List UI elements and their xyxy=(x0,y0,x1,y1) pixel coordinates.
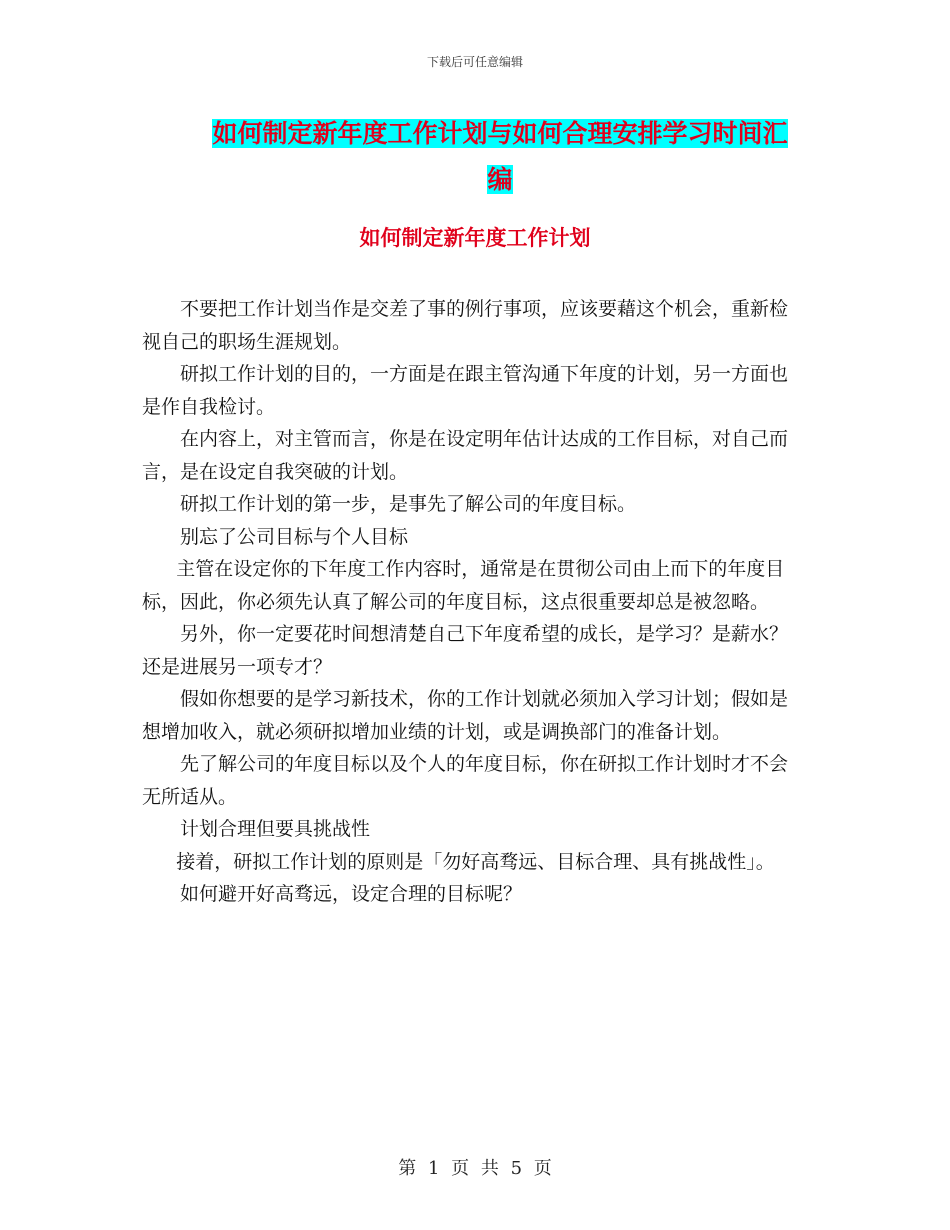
paragraph: 不要把工作计划当作是交差了事的例行事项，应该要藉这个机会，重新检视自己的职场生涯规划。 xyxy=(142,298,789,353)
document-title-line-1: 如何制定新年度工作计划与如何合理安排学习时间汇 xyxy=(212,119,788,148)
body-text xyxy=(142,293,802,911)
paragraph-subheading: 计划合理但要具挑战性 xyxy=(180,818,371,840)
document-title xyxy=(190,111,810,203)
paragraph: 研拟工作计划的第一步，是事先了解公司的年度目标。 xyxy=(180,493,637,515)
paragraph: 先了解公司的年度目标以及个人的年度目标，你在研拟工作计划时才不会无所适从。 xyxy=(142,753,789,808)
section-title: 如何制定新年度工作计划 xyxy=(359,226,591,250)
header-note: 下载后可任意编辑 xyxy=(426,55,523,69)
document-title-line-2: 编 xyxy=(487,165,513,194)
paragraph: 另外，你一定要花时间想清楚自己下年度希望的成长，是学习？是薪水？还是进展另一项专才？ xyxy=(142,623,789,678)
paragraph: 在内容上，对主管而言，你是在设定明年估计达成的工作目标，对自己而言，是在设定自我突破的计划。 xyxy=(142,428,789,483)
paragraph: 接着，研拟工作计划的原则是「勿好高骛远、目标合理、具有挑战性」。 xyxy=(176,850,775,873)
paragraph: 研拟工作计划的目的，一方面是在跟主管沟通下年度的计划，另一方面也是作自我检讨。 xyxy=(142,363,789,418)
paragraph: 假如你想要的是学习新技术，你的工作计划就必须加入学习计划；假如是想增加收入，就必须研拟增加业绩的计划，或是调换部门的准备计划。 xyxy=(142,688,789,743)
paragraph-subheading: 别忘了公司目标与个人目标 xyxy=(180,525,409,548)
paragraph: 如何避开好高骛远，设定合理的目标呢？ xyxy=(180,883,523,905)
paragraph: 主管在设定你的下年度工作内容时，通常是在贯彻公司由上而下的年度目标，因此，你必须先认真了解公司的年度目标，这点很重要却总是被忽略。 xyxy=(142,558,785,613)
page-footer: 第 1 页 共 5 页 xyxy=(398,1158,552,1179)
